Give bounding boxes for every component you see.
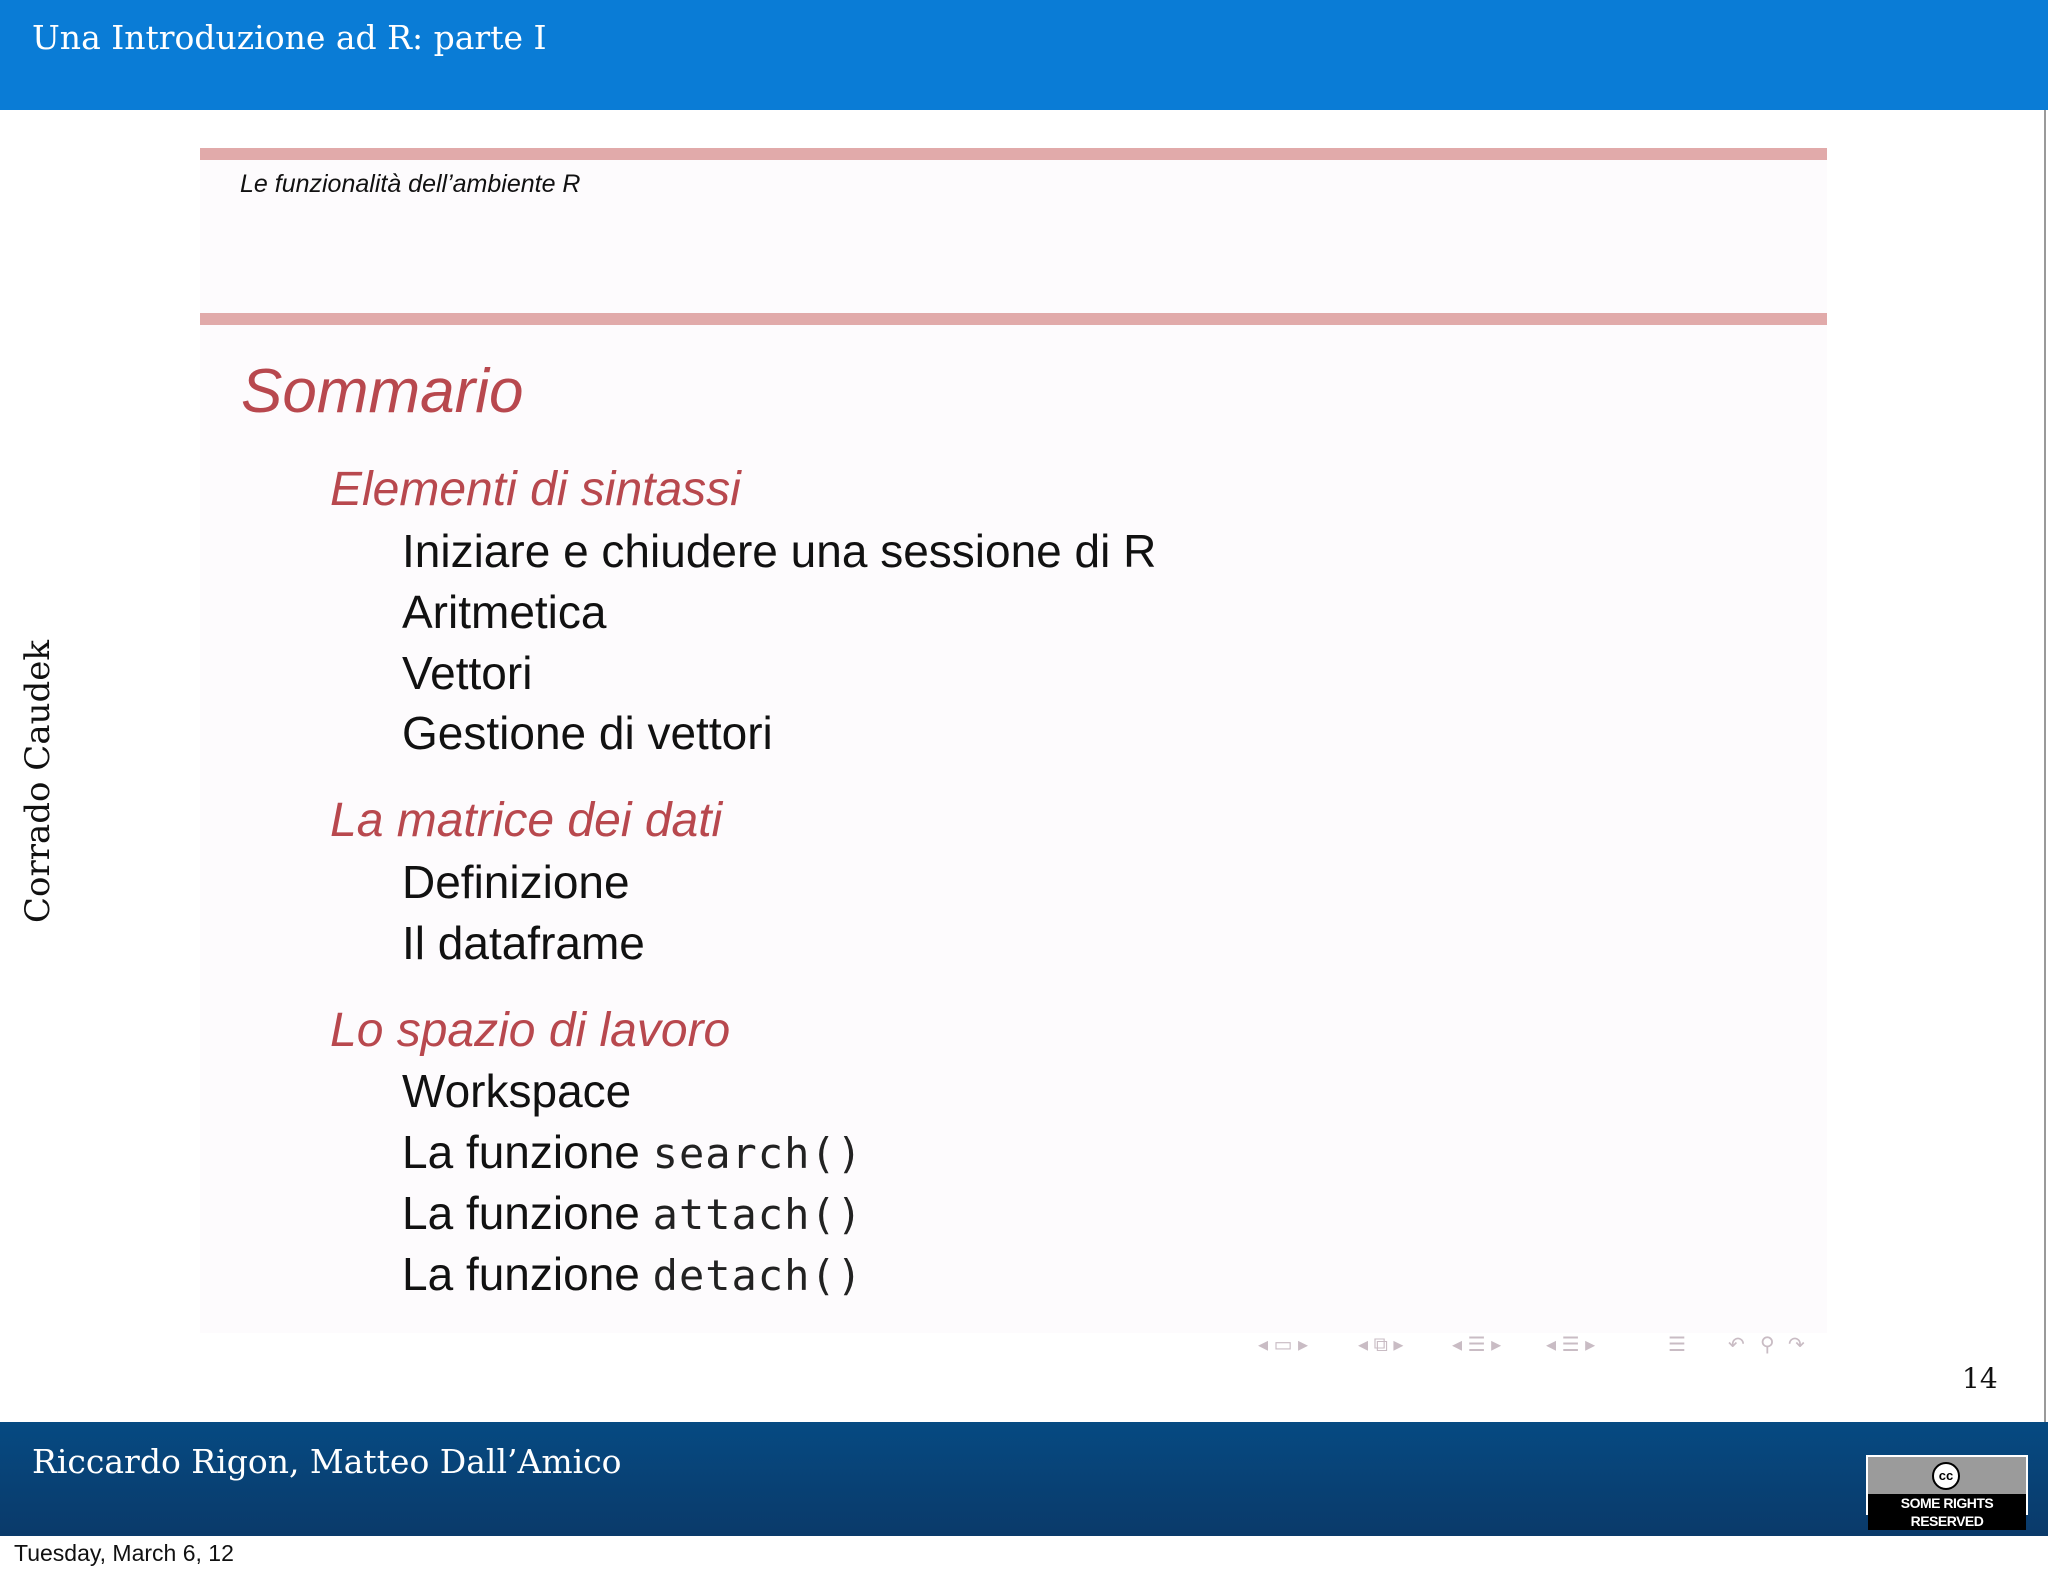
frame-nav-icon[interactable]: ◂ ▭ ▸ [1258,1334,1309,1356]
print-date: Tuesday, March 6, 12 [14,1540,234,1566]
toc-subsection[interactable]: Il dataframe [402,917,645,969]
toc-subsection[interactable] [402,1064,631,1118]
function-name-code: attach() [652,1190,863,1239]
toc-subsection[interactable] [402,1247,863,1301]
toc-subsection-text: La funzione [402,1187,640,1239]
footer-bar [0,1422,2048,1536]
toc-subsection[interactable]: Aritmetica [402,586,607,638]
function-name-code: search() [652,1129,863,1178]
toc-subsection-text: La funzione [402,1248,640,1300]
toc-section[interactable]: Lo spazio di lavoro [330,1004,731,1057]
section-nav-icon[interactable]: ◂ ☰ ▸ [1452,1334,1502,1356]
page-number: 14 [1962,1362,1998,1395]
subsection-nav-icon[interactable]: ◂ ⧉ ▸ [1358,1334,1404,1356]
cc-logo-icon: cc [1932,1462,1960,1490]
toc-subsection[interactable] [402,1125,863,1179]
toc-subsection[interactable]: Iniziare e chiudere una sessione di R [402,525,1157,577]
header-rule [200,313,1827,325]
toc-section[interactable]: Elementi di sintassi [330,463,741,516]
toc-subsection-text: La funzione [402,1126,640,1178]
toc-subsection[interactable]: Gestione di vettori [402,707,773,759]
toc-subsection[interactable]: Definizione [402,856,630,908]
slide-content [200,148,1827,1333]
section-nav-icon[interactable]: ◂ ☰ ▸ [1546,1334,1596,1356]
toc-section[interactable]: La matrice dei dati [330,794,723,847]
top-rule [200,148,1827,160]
back-forward-icon[interactable]: ↶ [1728,1334,1745,1356]
footer-authors: Riccardo Rigon, Matteo Dall’Amico [32,1442,622,1481]
toc-subsection[interactable] [402,1186,863,1240]
back-forward-icon[interactable]: ↷ [1788,1334,1805,1356]
function-name-code: detach() [652,1251,863,1300]
presentation-title: Una Introduzione ad R: parte I [32,18,547,57]
subsection-nav-icon[interactable]: ☰ [1668,1334,1686,1356]
toc-subsection[interactable]: Vettori [402,647,533,699]
beamer-navigation [1258,1332,1818,1362]
header-bar [0,0,2048,110]
search-icon[interactable]: ⚲ [1760,1334,1775,1356]
side-author-label: Corrado Caudek [18,640,58,923]
cc-badge-text: SOME RIGHTS RESERVED [1868,1494,2026,1530]
toc-subsection-text: Workspace [402,1065,632,1117]
creative-commons-badge[interactable] [1866,1455,2028,1529]
slide-section-header: Le funzionalità dell’ambiente R [240,170,581,198]
toc-title: Sommario [241,357,524,426]
